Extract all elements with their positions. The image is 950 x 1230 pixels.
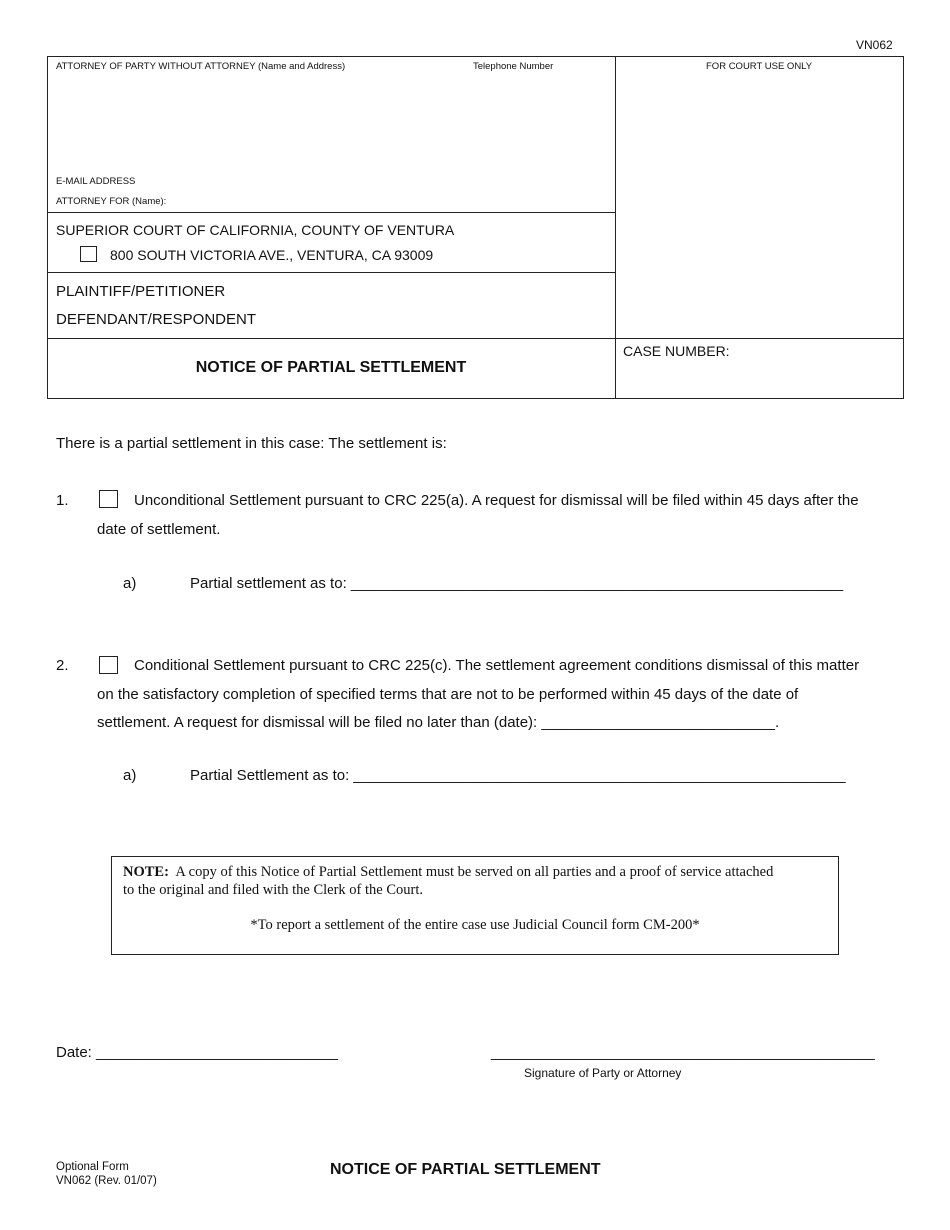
court-address-checkbox[interactable] <box>80 246 97 262</box>
item2-checkbox[interactable] <box>99 656 118 674</box>
optional-form-label: Optional Form <box>56 1161 129 1173</box>
note-line1 <box>123 864 773 881</box>
note-footnote: *To report a settlement of the entire case use Judicial Council form CM-200* <box>250 917 700 933</box>
attorney-label: ATTORNEY OF PARTY WITHOUT ATTORNEY (Name and Address) <box>56 61 346 72</box>
defendant-label: DEFENDANT/RESPONDENT <box>56 311 257 328</box>
item2-text-line2: on the satisfactory completion of specified terms that are not to be performed within 45 days of the date of <box>97 686 799 703</box>
caption-border-top <box>47 56 903 57</box>
signature-line[interactable]: ______________________________________________ <box>491 1044 875 1061</box>
court-use-label: FOR COURT USE ONLY <box>706 61 813 72</box>
form-title: NOTICE OF PARTIAL SETTLEMENT <box>195 359 467 376</box>
item2-text-line1: Conditional Settlement pursuant to CRC 225(c). The settlement agreement conditions dismissal of this matter <box>134 657 860 674</box>
item1-text-line1: Unconditional Settlement pursuant to CRC 225(a). A request for dismissal will be filed within 45 days after the <box>134 492 859 509</box>
caption-border-left <box>47 56 48 399</box>
item1-sub-label: a) <box>123 575 137 592</box>
item2-number: 2. <box>56 657 69 674</box>
item1-partial-settlement-field[interactable]: Partial settlement as to: ___________________________________________________________ <box>190 575 844 592</box>
item2-sub-label: a) <box>123 767 137 784</box>
form-revision: VN062 (Rev. 01/07) <box>56 1175 157 1187</box>
caption-border-bottom <box>47 398 904 399</box>
caption-divider-title <box>47 338 903 339</box>
caption-border-right <box>903 56 904 399</box>
attorney-for-label: ATTORNEY FOR (Name): <box>56 196 167 207</box>
item2-partial-settlement-field[interactable]: Partial Settlement as to: ___________________________________________________________ <box>190 767 846 784</box>
court-address: 800 SOUTH VICTORIA AVE., VENTURA, CA 93009 <box>110 247 434 263</box>
note-label: NOTE: <box>123 864 169 880</box>
telephone-label: Telephone Number <box>473 61 554 72</box>
item1-checkbox[interactable] <box>99 490 118 508</box>
note-text-line2: to the original and filed with the Clerk of the Court. <box>123 882 424 898</box>
item2-text-line3[interactable]: settlement. A request for dismissal will be filed no later than (date): ____________________________. <box>97 714 780 731</box>
form-code-top: VN062 <box>856 38 893 52</box>
caption-divider-court <box>47 272 615 273</box>
footer-title: NOTICE OF PARTIAL SETTLEMENT <box>330 1161 601 1178</box>
intro-text: There is a partial settlement in this case: The settlement is: <box>56 435 447 452</box>
item1-number: 1. <box>56 492 69 509</box>
caption-divider-vertical <box>615 56 616 399</box>
caption-divider-attorney <box>47 212 615 213</box>
note-text-line1: A copy of this Notice of Partial Settlement must be served on all parties and a proof of service attached <box>175 864 774 880</box>
case-number-label: CASE NUMBER: <box>623 343 730 359</box>
court-name: SUPERIOR COURT OF CALIFORNIA, COUNTY OF VENTURA <box>56 222 455 238</box>
date-field[interactable]: Date: _____________________________ <box>56 1044 338 1061</box>
plaintiff-label: PLAINTIFF/PETITIONER <box>56 283 226 300</box>
signature-label: Signature of Party or Attorney <box>524 1066 682 1080</box>
email-label: E-MAIL ADDRESS <box>56 176 136 187</box>
item1-text-line2: date of settlement. <box>97 521 221 538</box>
